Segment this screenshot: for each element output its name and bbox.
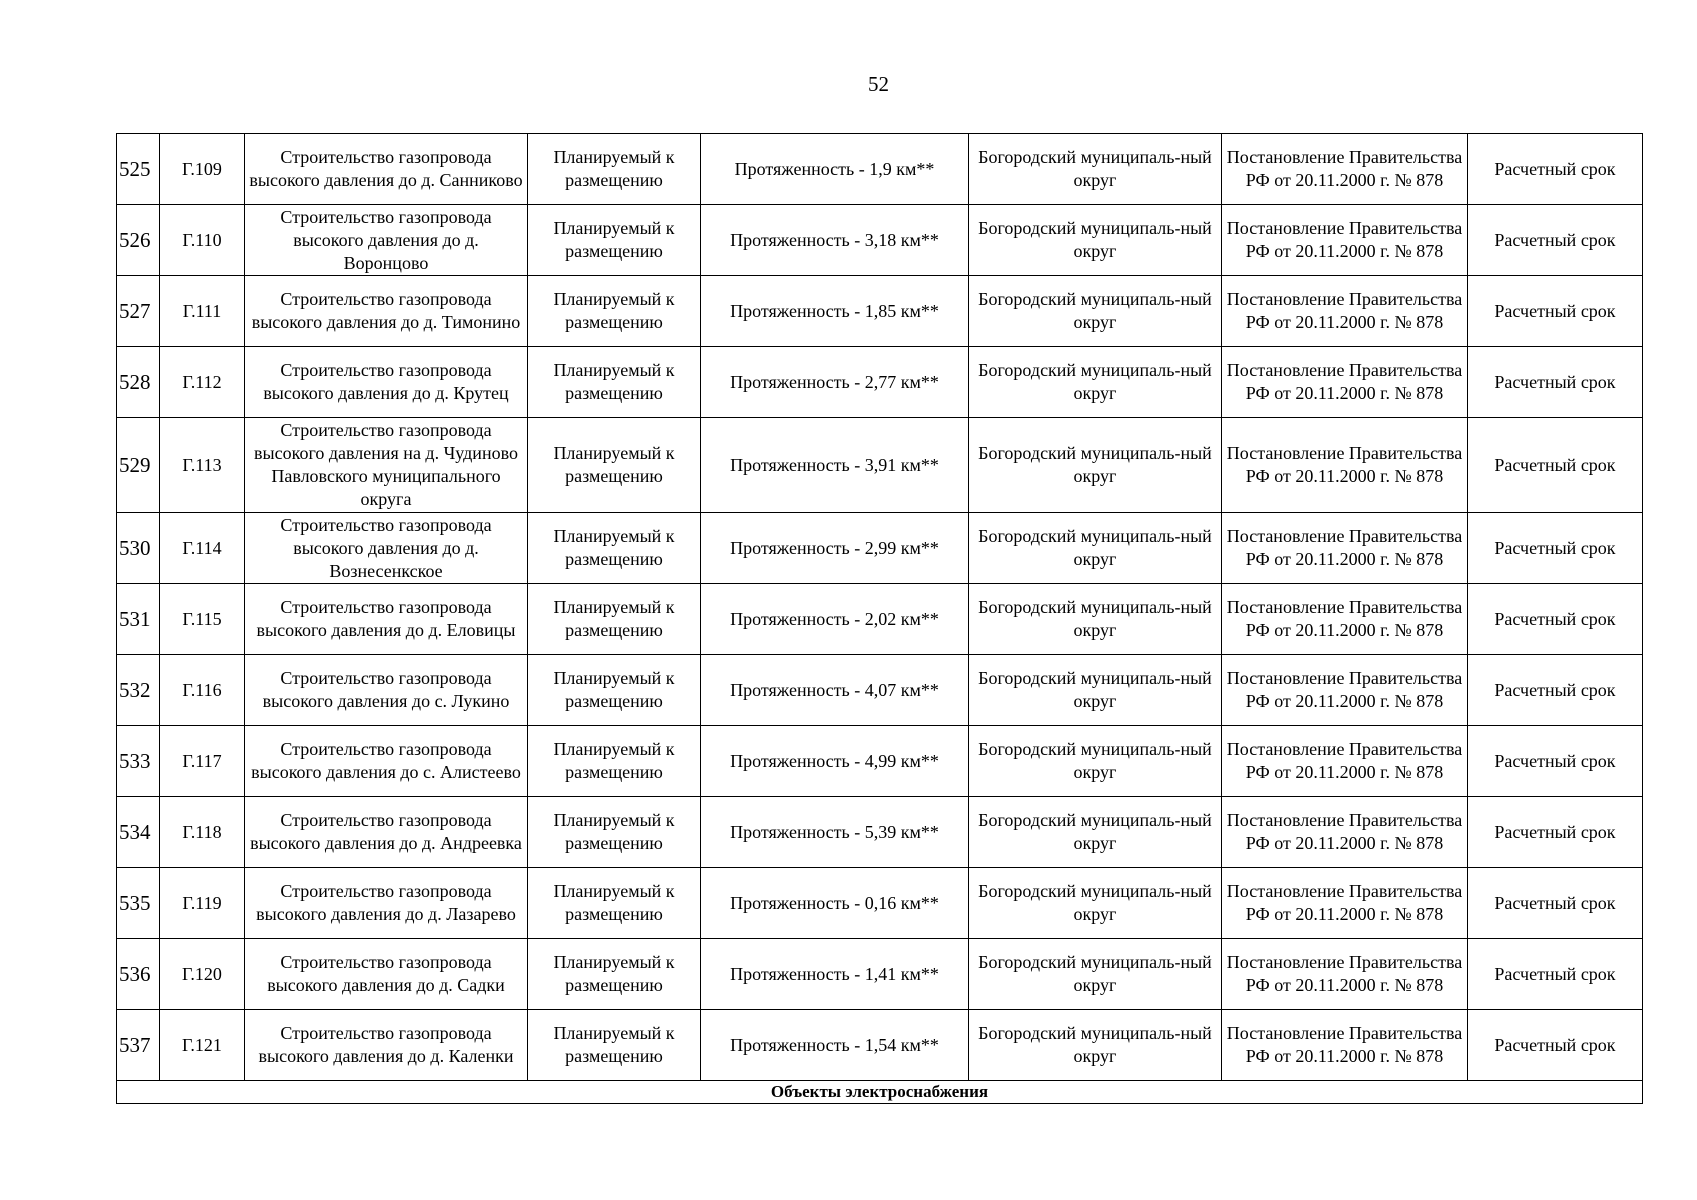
- implementation-term-cell: [1468, 347, 1643, 418]
- object-code-cell: [160, 513, 245, 584]
- object-name-cell: [245, 655, 528, 726]
- implementation-term-cell: [1468, 726, 1643, 797]
- object-status-cell: [528, 205, 701, 276]
- row-number-cell: [117, 797, 160, 868]
- table-row: [117, 134, 1643, 205]
- object-parameter-cell: [701, 347, 969, 418]
- implementation-term: Расчетный срок: [1494, 751, 1616, 771]
- object-location-cell: [969, 418, 1222, 513]
- row-number-cell: [117, 276, 160, 347]
- object-parameter: Протяженность - 1,41 км**: [730, 964, 939, 984]
- object-status: Планируемый к размещению: [553, 289, 675, 332]
- object-name-cell: [245, 1010, 528, 1081]
- implementation-term-cell: [1468, 134, 1643, 205]
- table-row: [117, 1010, 1643, 1081]
- implementation-term-cell: [1468, 513, 1643, 584]
- object-name: Строительство газопровода высокого давления до д. Каленки: [258, 1023, 514, 1066]
- table-row: [117, 276, 1643, 347]
- object-name: Строительство газопровода высокого давления до д. Крутец: [263, 360, 509, 403]
- legal-basis-cell: [1222, 418, 1468, 513]
- object-status-cell: [528, 868, 701, 939]
- object-location: Богородский муниципаль-ный округ: [978, 360, 1212, 403]
- implementation-term: Расчетный срок: [1494, 230, 1616, 250]
- object-name-cell: [245, 134, 528, 205]
- object-status: Планируемый к размещению: [553, 739, 675, 782]
- object-location: Богородский муниципаль-ный округ: [978, 443, 1212, 486]
- legal-basis: Постановление Правительства РФ от 20.11.2000 г. № 878: [1226, 443, 1463, 486]
- object-location: Богородский муниципаль-ный округ: [978, 526, 1212, 569]
- object-code-cell: [160, 347, 245, 418]
- row-number: 536: [119, 961, 151, 986]
- object-status-cell: [528, 418, 701, 513]
- implementation-term: Расчетный срок: [1494, 1035, 1616, 1055]
- object-status: Планируемый к размещению: [553, 881, 675, 924]
- object-location: Богородский муниципаль-ный округ: [978, 597, 1212, 640]
- legal-basis-cell: [1222, 868, 1468, 939]
- object-parameter: Протяженность - 4,07 км**: [730, 680, 939, 700]
- legal-basis-cell: [1222, 726, 1468, 797]
- object-code-cell: [160, 584, 245, 655]
- object-name: Строительство газопровода высокого давления до д. Лазарево: [256, 881, 516, 924]
- legal-basis-cell: [1222, 1010, 1468, 1081]
- object-status-cell: [528, 276, 701, 347]
- object-parameter: Протяженность - 5,39 км**: [730, 822, 939, 842]
- object-name: Строительство газопровода высокого давления до д. Санниково: [249, 147, 523, 190]
- row-number-cell: [117, 205, 160, 276]
- object-name-cell: [245, 797, 528, 868]
- objects-table: [116, 133, 1643, 1104]
- implementation-term: Расчетный срок: [1494, 680, 1616, 700]
- object-code: Г.120: [182, 963, 222, 984]
- object-code: Г.115: [182, 608, 222, 629]
- object-name: Строительство газопровода высокого давления до с. Алистеево: [251, 739, 521, 782]
- object-name-cell: [245, 939, 528, 1010]
- legal-basis: Постановление Правительства РФ от 20.11.2000 г. № 878: [1226, 881, 1463, 924]
- implementation-term: Расчетный срок: [1494, 609, 1616, 629]
- object-location-cell: [969, 868, 1222, 939]
- object-location: Богородский муниципаль-ный округ: [978, 810, 1212, 853]
- implementation-term-cell: [1468, 655, 1643, 726]
- object-code-cell: [160, 868, 245, 939]
- object-parameter-cell: [701, 655, 969, 726]
- object-status-cell: [528, 1010, 701, 1081]
- object-code: Г.117: [182, 750, 222, 771]
- object-parameter-cell: [701, 513, 969, 584]
- implementation-term-cell: [1468, 276, 1643, 347]
- object-parameter-cell: [701, 134, 969, 205]
- object-status-cell: [528, 655, 701, 726]
- object-code: Г.118: [182, 821, 222, 842]
- row-number: 532: [119, 677, 151, 702]
- object-parameter: Протяженность - 4,99 км**: [730, 751, 939, 771]
- object-parameter: Протяженность - 3,91 км**: [730, 455, 939, 475]
- object-name-cell: [245, 584, 528, 655]
- object-location: Богородский муниципаль-ный округ: [978, 1023, 1212, 1066]
- legal-basis: Постановление Правительства РФ от 20.11.2000 г. № 878: [1226, 739, 1463, 782]
- table-row: [117, 584, 1643, 655]
- legal-basis-cell: [1222, 347, 1468, 418]
- object-status: Планируемый к размещению: [553, 526, 675, 569]
- object-location-cell: [969, 655, 1222, 726]
- implementation-term-cell: [1468, 868, 1643, 939]
- legal-basis-cell: [1222, 584, 1468, 655]
- legal-basis: Постановление Правительства РФ от 20.11.2000 г. № 878: [1226, 1023, 1463, 1066]
- legal-basis: Постановление Правительства РФ от 20.11.2000 г. № 878: [1226, 810, 1463, 853]
- object-status: Планируемый к размещению: [553, 360, 675, 403]
- object-status-cell: [528, 797, 701, 868]
- row-number: 537: [119, 1032, 151, 1057]
- legal-basis-cell: [1222, 939, 1468, 1010]
- object-parameter-cell: [701, 418, 969, 513]
- implementation-term: Расчетный срок: [1494, 159, 1616, 179]
- object-parameter-cell: [701, 205, 969, 276]
- object-location: Богородский муниципаль-ный округ: [978, 147, 1212, 190]
- object-name: Строительство газопровода высокого давления на д. Чудиново Павловского муниципального округа: [254, 420, 518, 509]
- object-code: Г.111: [182, 300, 222, 321]
- legal-basis: Постановление Правительства РФ от 20.11.2000 г. № 878: [1226, 526, 1463, 569]
- object-parameter-cell: [701, 939, 969, 1010]
- object-code: Г.110: [182, 229, 222, 250]
- row-number-cell: [117, 868, 160, 939]
- table-body: [117, 134, 1643, 1104]
- object-parameter: Протяженность - 2,99 км**: [730, 538, 939, 558]
- object-parameter: Протяженность - 1,54 км**: [730, 1035, 939, 1055]
- object-parameter: Протяженность - 2,02 км**: [730, 609, 939, 629]
- legal-basis: Постановление Правительства РФ от 20.11.2000 г. № 878: [1226, 597, 1463, 640]
- object-parameter-cell: [701, 868, 969, 939]
- object-location-cell: [969, 276, 1222, 347]
- object-name: Строительство газопровода высокого давления до д. Тимонино: [251, 289, 521, 332]
- legal-basis: Постановление Правительства РФ от 20.11.2000 г. № 878: [1226, 668, 1463, 711]
- object-code-cell: [160, 205, 245, 276]
- object-code-cell: [160, 418, 245, 513]
- legal-basis: Постановление Правительства РФ от 20.11.2000 г. № 878: [1226, 289, 1463, 332]
- implementation-term-cell: [1468, 205, 1643, 276]
- object-name: Строительство газопровода высокого давления до д. Андреевка: [250, 810, 522, 853]
- object-location-cell: [969, 726, 1222, 797]
- object-parameter: Протяженность - 0,16 км**: [730, 893, 939, 913]
- object-status: Планируемый к размещению: [553, 443, 675, 486]
- object-location-cell: [969, 584, 1222, 655]
- object-name-cell: [245, 347, 528, 418]
- object-parameter-cell: [701, 276, 969, 347]
- table-row: [117, 797, 1643, 868]
- object-name: Строительство газопровода высокого давления до д. Садки: [267, 952, 505, 995]
- section-row: [117, 1081, 1643, 1104]
- object-parameter: Протяженность - 1,9 км**: [734, 159, 935, 179]
- object-name: Строительство газопровода высокого давления до с. Лукино: [262, 668, 510, 711]
- object-status-cell: [528, 726, 701, 797]
- row-number: 525: [119, 156, 151, 181]
- object-location: Богородский муниципаль-ный округ: [978, 218, 1212, 261]
- implementation-term-cell: [1468, 584, 1643, 655]
- row-number-cell: [117, 726, 160, 797]
- legal-basis-cell: [1222, 276, 1468, 347]
- object-code-cell: [160, 1010, 245, 1081]
- object-name-cell: [245, 276, 528, 347]
- implementation-term: Расчетный срок: [1494, 301, 1616, 321]
- legal-basis: Постановление Правительства РФ от 20.11.2000 г. № 878: [1226, 218, 1463, 261]
- implementation-term-cell: [1468, 1010, 1643, 1081]
- row-number-cell: [117, 939, 160, 1010]
- object-parameter: Протяженность - 3,18 км**: [730, 230, 939, 250]
- object-status-cell: [528, 584, 701, 655]
- object-status: Планируемый к размещению: [553, 810, 675, 853]
- table-row: [117, 726, 1643, 797]
- object-status: Планируемый к размещению: [553, 1023, 675, 1066]
- implementation-term: Расчетный срок: [1494, 822, 1616, 842]
- object-code: Г.119: [182, 892, 222, 913]
- row-number: 527: [119, 298, 151, 323]
- legal-basis: Постановление Правительства РФ от 20.11.2000 г. № 878: [1226, 952, 1463, 995]
- object-location: Богородский муниципаль-ный округ: [978, 952, 1212, 995]
- object-status: Планируемый к размещению: [553, 952, 675, 995]
- object-code-cell: [160, 276, 245, 347]
- legal-basis-cell: [1222, 205, 1468, 276]
- object-code: Г.114: [182, 537, 222, 558]
- row-number: 530: [119, 535, 151, 560]
- object-location-cell: [969, 134, 1222, 205]
- object-code-cell: [160, 134, 245, 205]
- object-location-cell: [969, 513, 1222, 584]
- object-code: Г.116: [182, 679, 222, 700]
- object-name-cell: [245, 726, 528, 797]
- table-row: [117, 513, 1643, 584]
- row-number: 531: [119, 606, 151, 631]
- page-number: 52: [868, 72, 889, 96]
- object-status-cell: [528, 939, 701, 1010]
- implementation-term: Расчетный срок: [1494, 538, 1616, 558]
- object-name: Строительство газопровода высокого давления до д. Еловицы: [256, 597, 516, 640]
- object-code-cell: [160, 655, 245, 726]
- object-name-cell: [245, 868, 528, 939]
- object-name-cell: [245, 418, 528, 513]
- object-code-cell: [160, 797, 245, 868]
- object-status-cell: [528, 134, 701, 205]
- row-number: 533: [119, 748, 151, 773]
- implementation-term-cell: [1468, 418, 1643, 513]
- object-code: Г.113: [182, 454, 222, 475]
- object-code: Г.112: [182, 371, 222, 392]
- row-number-cell: [117, 418, 160, 513]
- row-number-cell: [117, 134, 160, 205]
- table-row: [117, 939, 1643, 1010]
- row-number: 528: [119, 369, 151, 394]
- object-location: Богородский муниципаль-ный округ: [978, 668, 1212, 711]
- row-number-cell: [117, 584, 160, 655]
- object-code-cell: [160, 726, 245, 797]
- object-parameter-cell: [701, 584, 969, 655]
- object-location-cell: [969, 939, 1222, 1010]
- section-heading: Объекты электроснабжения: [117, 1081, 1643, 1104]
- implementation-term: Расчетный срок: [1494, 893, 1616, 913]
- object-location: Богородский муниципаль-ный округ: [978, 289, 1212, 332]
- implementation-term: Расчетный срок: [1494, 372, 1616, 392]
- object-name: Строительство газопровода высокого давления до д. Вознесенкское: [280, 514, 492, 581]
- object-status-cell: [528, 513, 701, 584]
- legal-basis: Постановление Правительства РФ от 20.11.2000 г. № 878: [1226, 147, 1463, 190]
- row-number: 529: [119, 452, 151, 477]
- object-location-cell: [969, 347, 1222, 418]
- object-status: Планируемый к размещению: [553, 668, 675, 711]
- object-name-cell: [245, 513, 528, 584]
- object-parameter-cell: [701, 797, 969, 868]
- object-parameter-cell: [701, 1010, 969, 1081]
- object-name-cell: [245, 205, 528, 276]
- object-status: Планируемый к размещению: [553, 147, 675, 190]
- row-number-cell: [117, 347, 160, 418]
- table-row: [117, 868, 1643, 939]
- object-location: Богородский муниципаль-ный округ: [978, 739, 1212, 782]
- implementation-term-cell: [1468, 797, 1643, 868]
- table-row: [117, 205, 1643, 276]
- object-parameter: Протяженность - 2,77 км**: [730, 372, 939, 392]
- object-parameter-cell: [701, 726, 969, 797]
- object-parameter: Протяженность - 1,85 км**: [730, 301, 939, 321]
- object-code-cell: [160, 939, 245, 1010]
- row-number-cell: [117, 513, 160, 584]
- table-row: [117, 655, 1643, 726]
- implementation-term-cell: [1468, 939, 1643, 1010]
- row-number: 526: [119, 227, 151, 252]
- row-number-cell: [117, 1010, 160, 1081]
- legal-basis-cell: [1222, 134, 1468, 205]
- object-status-cell: [528, 347, 701, 418]
- object-status: Планируемый к размещению: [553, 218, 675, 261]
- legal-basis-cell: [1222, 797, 1468, 868]
- object-location: Богородский муниципаль-ный округ: [978, 881, 1212, 924]
- object-location-cell: [969, 205, 1222, 276]
- object-name: Строительство газопровода высокого давления до д. Воронцово: [280, 206, 492, 273]
- object-status: Планируемый к размещению: [553, 597, 675, 640]
- implementation-term: Расчетный срок: [1494, 964, 1616, 984]
- table-row: [117, 347, 1643, 418]
- implementation-term: Расчетный срок: [1494, 455, 1616, 475]
- legal-basis: Постановление Правительства РФ от 20.11.2000 г. № 878: [1226, 360, 1463, 403]
- row-number-cell: [117, 655, 160, 726]
- legal-basis-cell: [1222, 655, 1468, 726]
- object-code: Г.121: [182, 1034, 222, 1055]
- object-location-cell: [969, 797, 1222, 868]
- object-location-cell: [969, 1010, 1222, 1081]
- legal-basis-cell: [1222, 513, 1468, 584]
- row-number: 535: [119, 890, 151, 915]
- row-number: 534: [119, 819, 151, 844]
- object-code: Г.109: [182, 158, 222, 179]
- table-row: [117, 418, 1643, 513]
